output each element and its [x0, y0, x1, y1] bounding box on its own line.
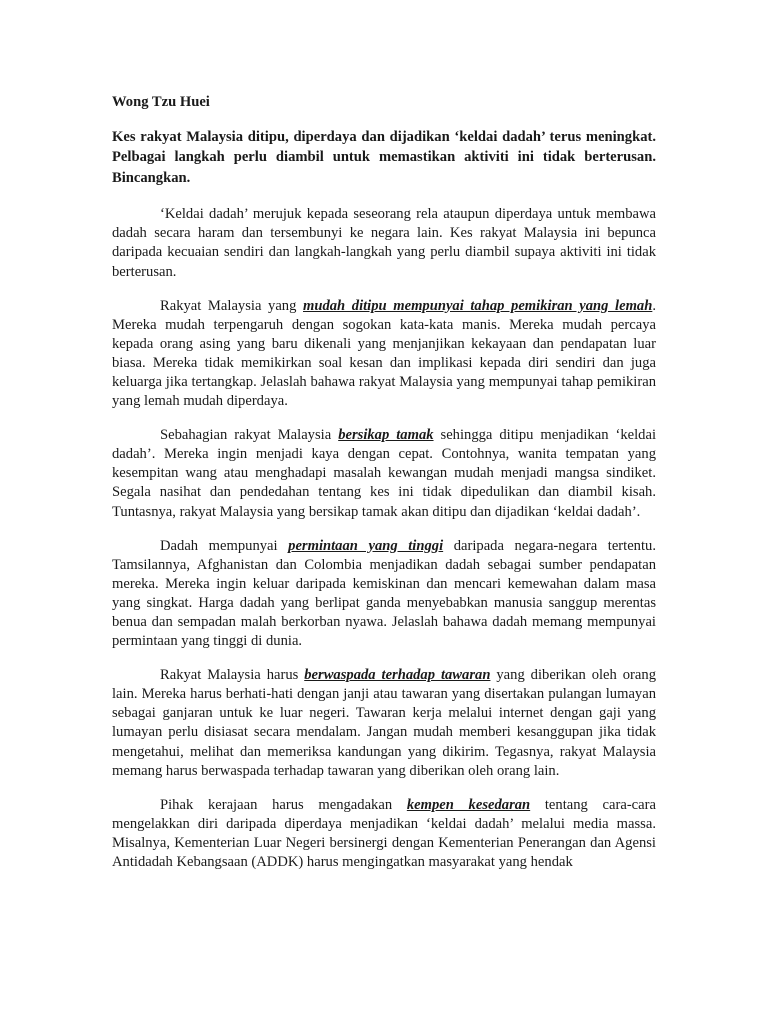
paragraph-text-before: Rakyat Malaysia yang: [160, 297, 303, 314]
paragraph-text-after: . Mereka mudah terpengaruh dengan sogokan kata-kata manis. Mereka mudah percaya kepada orang asing yang baru dikenali yang menjanjikan kekayaan dan pendapatan luar biasa. Mereka tidak memikirkan soal kesan dan implikasi kepada diri sendiri dan juga keluarga jika tertangkap. Jelaslah bahawa rakyat Malaysia yang mempunyai tahap pemikiran yang lemah mudah diperdaya.: [112, 297, 656, 410]
paragraph-point-4: [112, 666, 656, 781]
key-point-emphasis: kempen kesedaran: [406, 796, 531, 813]
key-point-emphasis: mudah ditipu mempunyai tahap pemikiran yang lemah: [303, 297, 653, 314]
key-point-emphasis: bersikap tamak: [338, 427, 434, 444]
essay-question: Kes rakyat Malaysia ditipu, diperdaya dan dijadikan ‘keldai dadah’ terus meningkat. Pelbagai langkah perlu diambil untuk memastikan aktiviti ini tidak berterusan. Bincangkan.: [112, 129, 656, 186]
paragraph-text-before: Pihak kerajaan harus mengadakan: [160, 796, 407, 813]
paragraph-text-after: tentang cara-cara mengelakkan diri daripada diperdaya menjadikan ‘keldai dadah’ melalui media massa. Misalnya, Kementerian Luar Negeri bersinergi dengan Kementerian Penerangan dan Agensi Antidadah Kebangsaan (ADDK) harus mengingatkan masyarakat yang hendak: [112, 796, 656, 871]
paragraph-text: ‘Keldai dadah’ merujuk kepada seseorang rela ataupun diperdaya untuk membawa dadah secara haram dan tersembunyi ke negara lain. Kes rakyat Malaysia ini bepunca daripada kecuaian sendiri dan langkah-langkah yang perlu diambil supaya aktiviti ini tidak berterusan.: [112, 206, 656, 280]
paragraph-point-5: [112, 796, 656, 872]
paragraph-text-before: Dadah mempunyai: [160, 537, 289, 554]
paragraph-point-2: [112, 426, 656, 521]
key-point-emphasis: permintaan yang tinggi: [288, 537, 444, 554]
paragraph-introduction: [112, 205, 656, 281]
paragraph-text-before: Sebahagian rakyat Malaysia: [160, 427, 339, 444]
paragraph-text-after: sehingga ditipu menjadikan ‘keldai dadah’. Mereka ingin menjadi kaya dengan cepat. Contohnya, wanita tempatan yang kesempitan wang atau menghadapi masalah kewangan mudah menjadi mangsa sindiket. Segala nasihat dan pendedahan tentang kes ini tidak dipedulikan dan diambil kisah. Tuntasnya, rakyat Malaysia yang bersikap tamak akan ditipu dan dijadikan ‘keldai dadah’.: [112, 427, 657, 520]
paragraph-point-1: [112, 297, 656, 412]
paragraph-text-after: yang diberikan oleh orang lain. Mereka harus berhati-hati dengan janji atau tawaran yang disertakan pulangan lumayan sebagai ganjaran untuk ke luar negeri. Tawaran kerja melalui internet dengan gaji yang lumayan perlu disiasat secara mendalam. Jangan mudah memberi kesanggupan jika tidak mengetahui, melihat dan memeriksa kandungan yang dikirim. Tegasnya, rakyat Malaysia memang harus berwaspada terhadap tawaran yang diberikan oleh orang lain.: [112, 667, 656, 779]
paragraph-text-after: daripada negara-negara tertentu. Tamsilannya, Afghanistan dan Colombia menjadikan dadah sebagai sumber pendapatan mereka. Mereka ingin keluar daripada kemiskinan dan mencari kemewahan dalam masa yang singkat. Harga dadah yang berlipat ganda menyebabkan manusia sanggup merentas benua dan sempadan malah berkorban nyawa. Jelaslah bahawa dadah memang mempunyai permintaan yang tinggi di dunia.: [112, 537, 656, 650]
author-name: Wong Tzu Huei: [112, 94, 210, 110]
key-point-emphasis: berwaspada terhadap tawaran: [304, 667, 491, 684]
paragraph-point-3: [112, 537, 656, 652]
paragraph-text-before: Rakyat Malaysia harus: [160, 667, 305, 684]
